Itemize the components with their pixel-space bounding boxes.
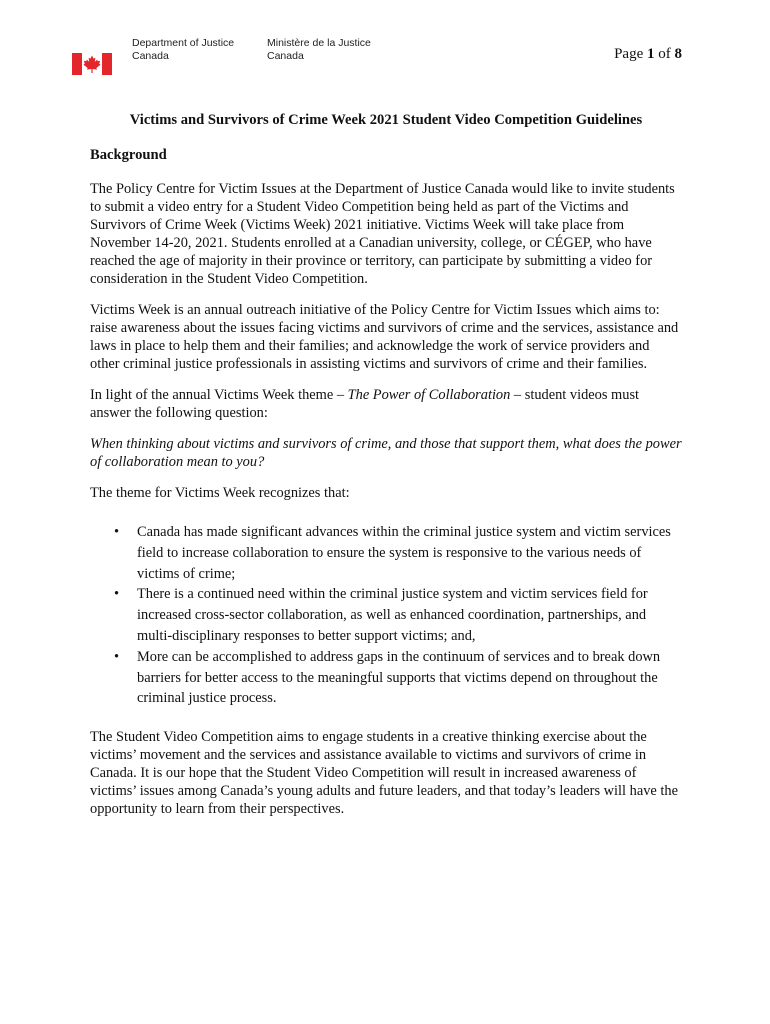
theme-paragraph <box>90 386 682 422</box>
theme-text-after: – student videos must answer the following question: <box>90 387 640 421</box>
list-item <box>90 647 682 709</box>
dept-fr-line2: Canada <box>267 50 304 62</box>
theme-text-before: In light of the annual Victims Week theme – <box>90 387 348 403</box>
intro-paragraph: The Policy Centre for Victim Issues at the Department of Justice Canada would like to invite students to submit a video entry for a Student Video Competition being held as part of the Victims and Survivors of Crime Week (Victims Week) 2021 initiative. Victims Week will take place from November 14-20, 2021. Students enrolled at a Canadian university, college, or CÉGEP, who have reached the age of majority in their province or territory, can participate by submitting a video for consideration in the Student Video Competition. <box>90 181 675 287</box>
bullet-icon: • <box>114 586 120 603</box>
list-item-text: Canada has made significant advances within the criminal justice system and victim services field to increase collaboration to ensure the system is responsive to the various needs of victims of crime; <box>137 524 671 582</box>
dept-en-line2: Canada <box>132 50 169 62</box>
closing-paragraph: The Student Video Competition aims to engage students in a creative thinking exercise about the victims’ movement and the services and assistance available to victims and survivors of crime in Canada. It is our hope that the Student Video Competition will result in increased awareness of victims’ issues among Canada’s young adults and future leaders, and that today’s leaders will have the opportunity to learn from their perspectives. <box>90 729 678 818</box>
list-item <box>90 522 682 584</box>
victims-week-paragraph: Victims Week is an annual outreach initiative of the Policy Centre for Victim Issues which aims to: raise awareness about the issues facing victims and survivors of crime and the services, assistance and laws in place to help them and their families; and acknowledge the work of service providers and other criminal justice professionals in assisting victims and survivors of crime and their families. <box>90 302 679 372</box>
competition-question: When thinking about victims and survivors of crime, and those that support them, what does the power of collaboration mean to you? <box>90 436 682 470</box>
bullet-icon: • <box>114 648 120 665</box>
page-number <box>614 46 682 63</box>
theme-name: The Power of Collaboration <box>347 387 511 403</box>
theme-bullet-list <box>90 522 682 709</box>
department-name-english <box>132 37 234 63</box>
bullet-icon: • <box>114 524 120 540</box>
flag-right-band <box>102 53 112 75</box>
dept-fr-line1: Ministère de la Justice <box>267 37 371 49</box>
department-name-french <box>267 37 371 63</box>
page-mid: of <box>654 46 675 62</box>
dept-en-line1: Department of Justice <box>132 37 235 49</box>
theme-intro: The theme for Victims Week recognizes that: <box>90 485 350 501</box>
list-item-text: More can be accomplished to address gaps in the continuum of services and to break down barriers for better access to the meaningful supports that victims depend on throughout the criminal justice process. <box>137 648 661 707</box>
canada-flag-icon <box>72 53 112 75</box>
list-item-text: There is a continued need within the criminal justice system and victim services field for increased cross-sector collaboration, as well as enhanced coordination, partnerships, and multi-disciplinary responses to better support victims; and, <box>137 586 648 644</box>
document-title: Victims and Survivors of Crime Week 2021 Student Video Competition Guidelines <box>129 112 643 128</box>
document-body <box>90 111 682 831</box>
list-item <box>90 584 682 646</box>
page-prefix: Page <box>614 46 647 62</box>
flag-left-band <box>72 53 82 75</box>
page-total: 8 <box>674 46 682 62</box>
background-heading: Background <box>90 147 167 163</box>
page-current: 1 <box>647 46 655 62</box>
